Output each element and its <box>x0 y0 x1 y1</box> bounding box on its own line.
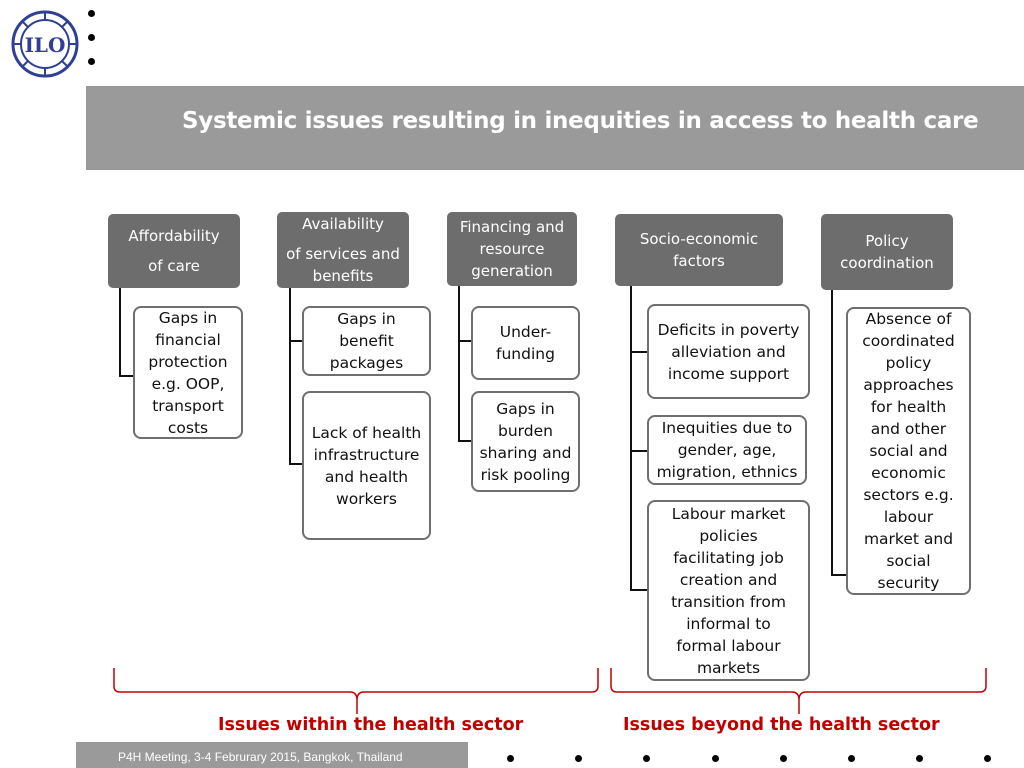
item-health-infrastructure: Lack of health infrastructure and health workers <box>302 391 431 540</box>
logo-text: ILO <box>24 33 66 57</box>
header-policy: Policy coordination <box>821 214 953 290</box>
page-title: Systemic issues resulting in inequities in access to health care <box>182 108 979 134</box>
item-poverty-alleviation: Deficits in poverty alleviation and income support <box>647 304 810 399</box>
item-burden-sharing: Gaps in burden sharing and risk pooling <box>471 391 580 492</box>
item-benefit-packages: Gaps in benefit packages <box>302 306 431 376</box>
brace-beyond <box>611 668 986 714</box>
header-financing: Financing and resource generation <box>447 212 577 286</box>
brace-within <box>114 668 598 714</box>
footer-text: P4H Meeting, 3-4 Februrary 2015, Bangkok, Thailand <box>118 750 403 764</box>
item-financial-protection: Gaps in financial protection e.g. OOP, transport costs <box>133 306 243 439</box>
label-within-health-sector: Issues within the health sector <box>218 715 524 735</box>
header-availability: Availability of services and benefits <box>277 212 409 288</box>
item-underfunding: Under- funding <box>471 306 580 380</box>
header-affordability: Affordability of care <box>108 214 240 288</box>
item-policy-coordination: Absence of coordinated policy approaches for health and other social and economic sectors e.g. labour market and social security <box>846 307 971 595</box>
label-beyond-health-sector: Issues beyond the health sector <box>623 715 940 735</box>
header-socio-economic: Socio-economic factors <box>615 214 783 286</box>
item-labour-market-policies: Labour market policies facilitating job creation and transition from informal to formal labour markets <box>647 500 810 681</box>
item-inequities-gender: Inequities due to gender, age, migration, ethnics <box>647 415 807 485</box>
